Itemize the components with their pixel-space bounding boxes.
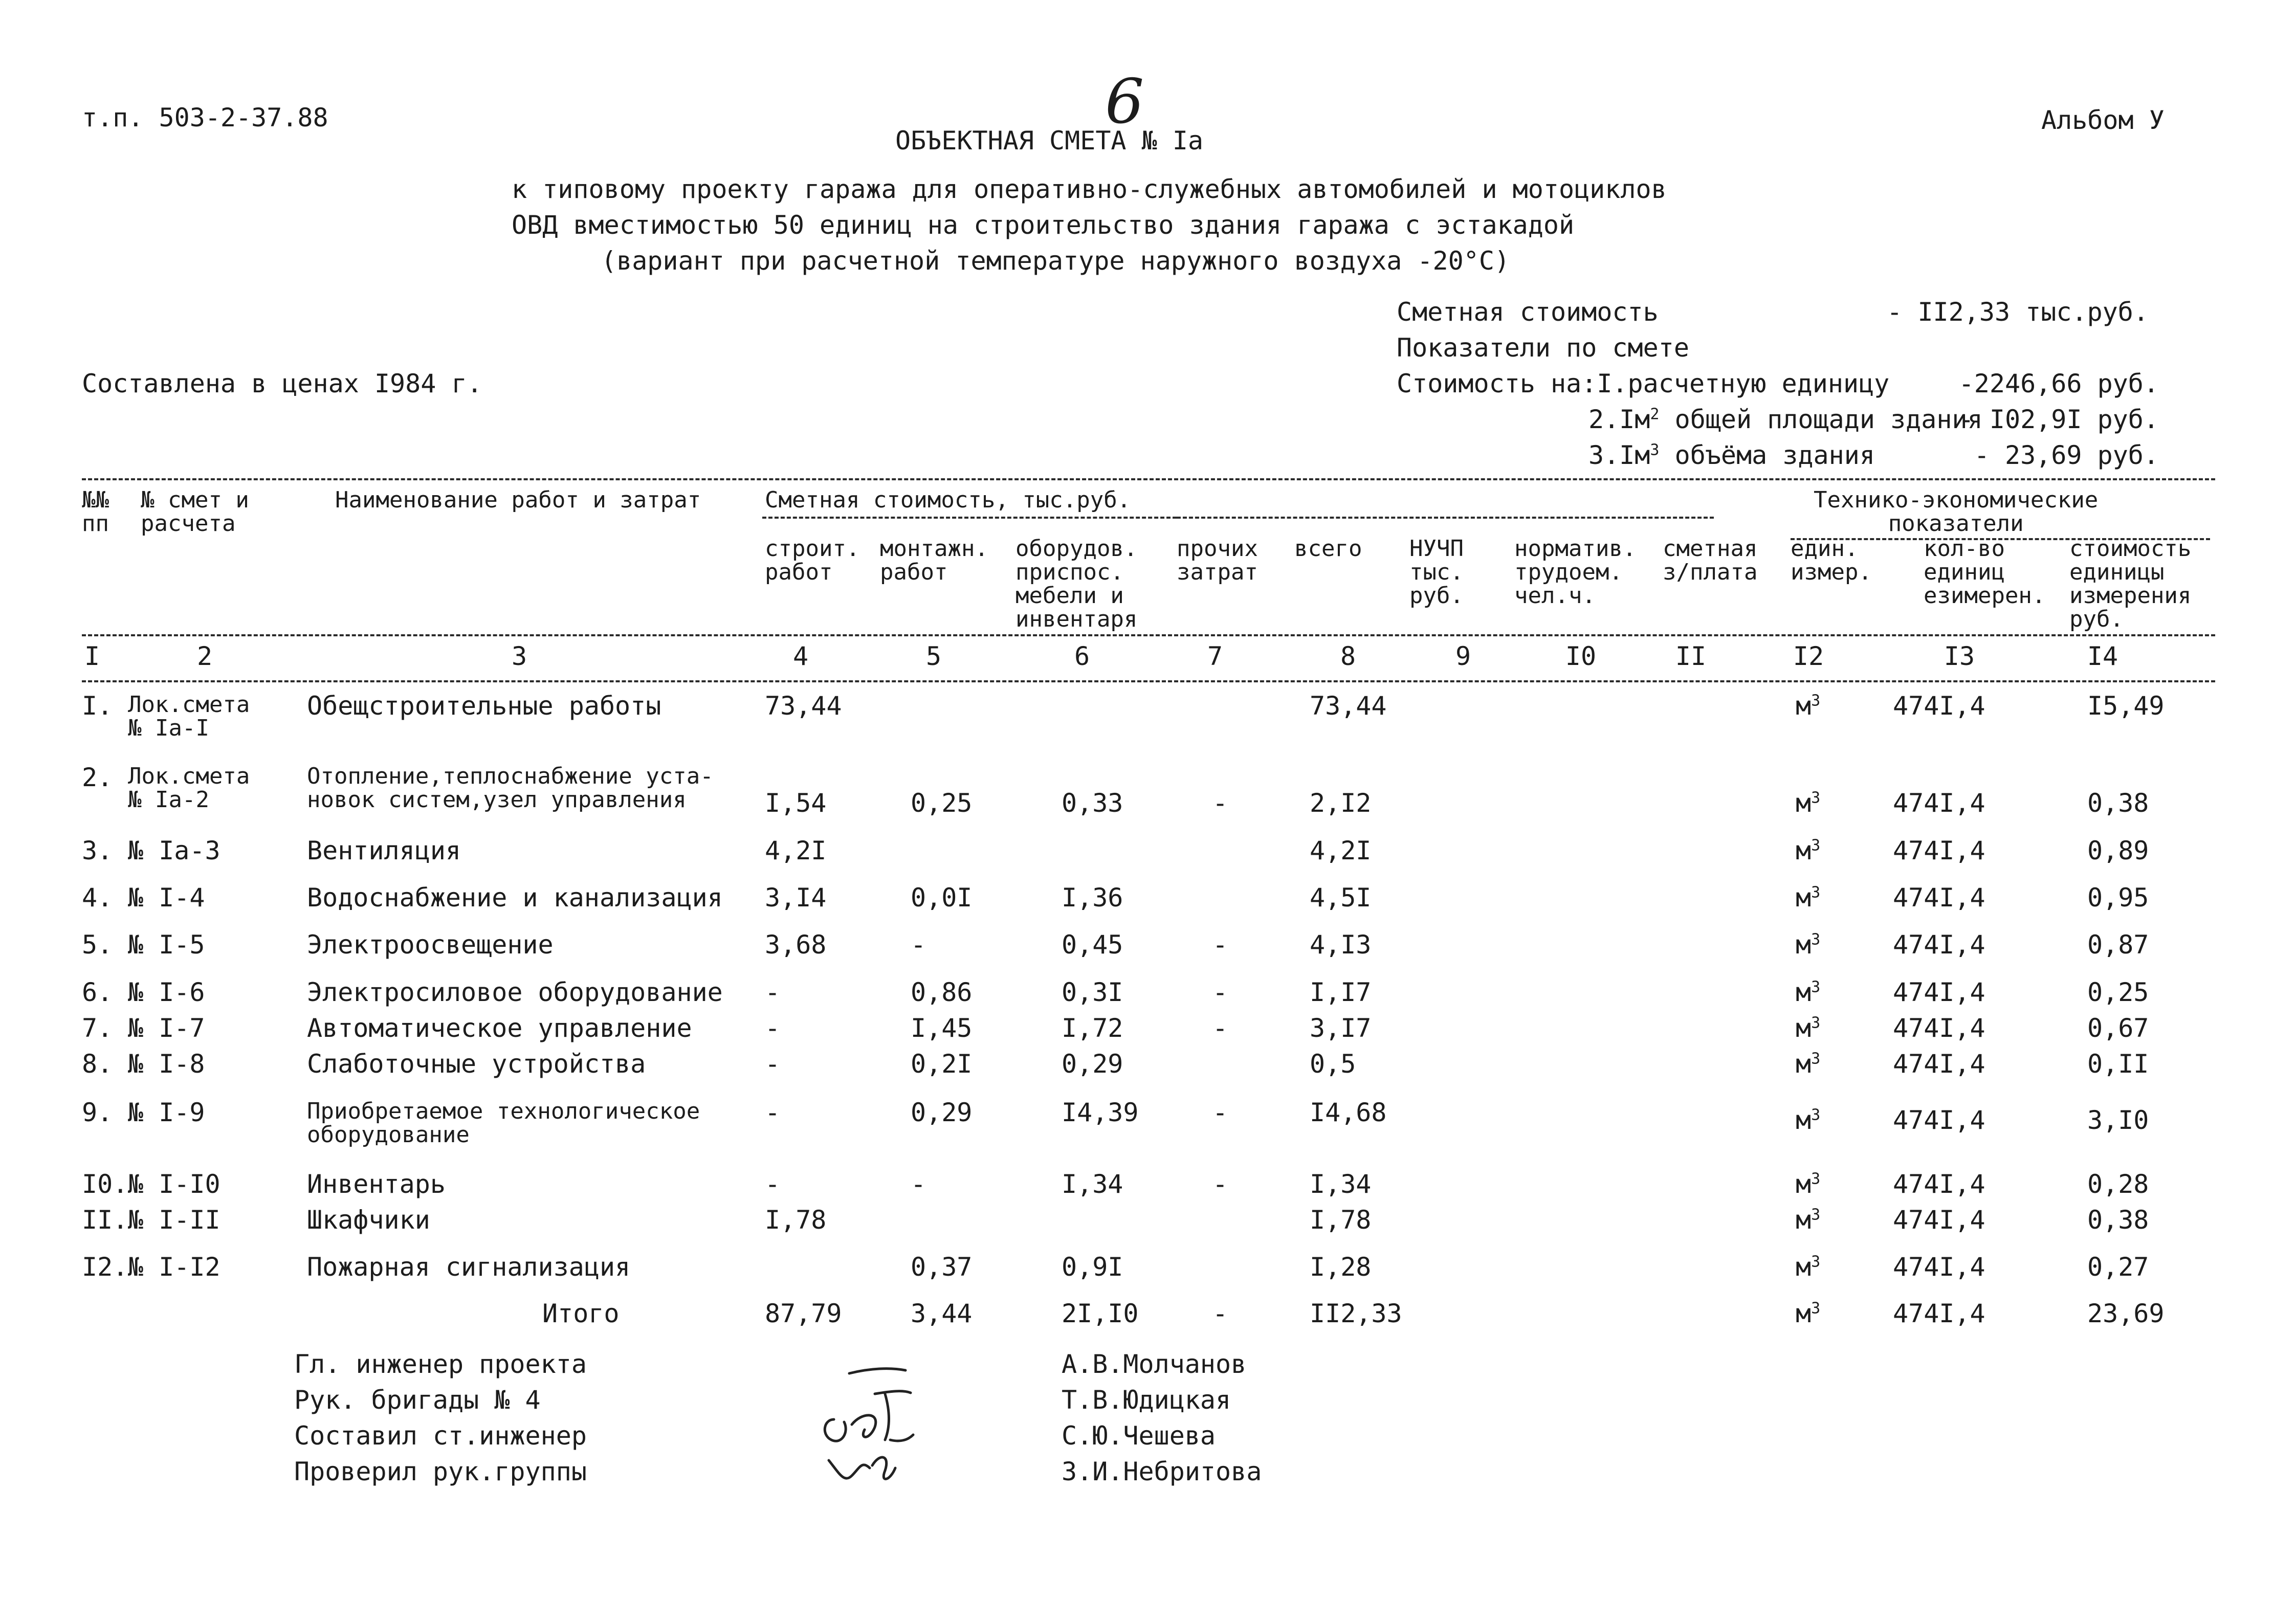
signature-role: Составил ст.инженер xyxy=(294,1421,587,1451)
row-construction: 4,2I xyxy=(765,836,827,865)
row-total: I4,68 xyxy=(1310,1098,1387,1127)
row-construction: - xyxy=(765,977,781,1007)
per-unit-value: -2246,66 руб. xyxy=(1958,369,2159,398)
row-unit: $м^3$ xyxy=(1796,788,1821,818)
header-name: Наименование работ и затрат xyxy=(335,487,701,513)
row-name: Слаботочные устройства xyxy=(307,1049,646,1079)
totals-equipment: 2I,I0 xyxy=(1062,1299,1139,1328)
row-other: - xyxy=(1212,1169,1228,1199)
row-construction: - xyxy=(765,1049,781,1079)
col-number: I2 xyxy=(1793,641,1824,671)
row-qty: 474I,4 xyxy=(1893,1049,1985,1079)
col-number: 6 xyxy=(1074,641,1090,671)
table-top-rule xyxy=(82,478,2215,480)
row-estimate: № I-7 xyxy=(128,1013,205,1043)
row-name: Пожарная сигнализация xyxy=(307,1252,631,1282)
col-number: I0 xyxy=(1565,641,1597,671)
header-num: №№ пп xyxy=(82,487,109,537)
row-estimate: Лок.смета № Iа-I xyxy=(128,692,250,741)
signature-name: Т.В.Юдицкая xyxy=(1062,1385,1231,1415)
col-number: I3 xyxy=(1944,641,1975,671)
header-wages: сметная з/плата xyxy=(1663,536,1758,585)
cost-label: Сметная стоимость xyxy=(1397,297,1659,327)
header-nuchp: НУЧП тыс. руб. xyxy=(1409,536,1464,609)
header-tech-group: Технико-экономические показатели xyxy=(1814,487,2099,537)
row-construction: 3,I4 xyxy=(765,883,827,913)
row-total: I,78 xyxy=(1310,1205,1372,1235)
row-num: 4. xyxy=(82,883,113,913)
subtitle-line-2: ОВД вместимостью 50 единиц на строительство здания гаража с эстакадой xyxy=(512,210,1575,240)
row-installation: I,45 xyxy=(911,1013,973,1043)
handwritten-signature xyxy=(813,1363,946,1496)
col-number: I xyxy=(84,641,100,671)
row-total: 0,5 xyxy=(1310,1049,1356,1079)
row-name: Обещстроительные работы xyxy=(307,691,661,721)
totals-other: - xyxy=(1212,1299,1228,1328)
row-installation: - xyxy=(911,1169,926,1199)
col-number: 9 xyxy=(1455,641,1471,671)
signature-name: А.В.Молчанов xyxy=(1062,1349,1247,1379)
row-total: 4,I3 xyxy=(1310,930,1372,960)
row-name: Вентиляция xyxy=(307,836,461,865)
row-num: I0. xyxy=(82,1169,128,1199)
row-construction: - xyxy=(765,1098,781,1127)
document-reference: т.п. 503-2-37.88 xyxy=(82,103,328,132)
row-construction: I,54 xyxy=(765,788,827,818)
row-unit-cost: 0,25 xyxy=(2087,977,2149,1007)
row-qty: 474I,4 xyxy=(1893,788,1985,818)
row-qty: 474I,4 xyxy=(1893,1169,1985,1199)
col-number: II xyxy=(1675,641,1707,671)
row-equipment: 0,3I xyxy=(1062,977,1123,1007)
col-number: 4 xyxy=(792,641,809,671)
totals-label: Итого xyxy=(542,1299,620,1328)
row-num: 7. xyxy=(82,1013,113,1043)
row-name: Шкафчики xyxy=(307,1205,430,1235)
column-numbers-top-rule xyxy=(82,634,2215,636)
row-qty: 474I,4 xyxy=(1893,1205,1985,1235)
volume-label: $3.Iм^3$ объёма здания xyxy=(1588,440,1875,470)
header-construction: строит. работ xyxy=(765,536,860,585)
row-total: I,28 xyxy=(1310,1252,1372,1282)
col-number: 8 xyxy=(1340,641,1356,671)
row-construction: I,78 xyxy=(765,1205,827,1235)
row-estimate: № I-8 xyxy=(128,1049,205,1079)
row-construction: - xyxy=(765,1013,781,1043)
row-qty: 474I,4 xyxy=(1893,1105,1985,1135)
totals-unit-cost: 23,69 xyxy=(2087,1299,2165,1328)
row-num: 2. xyxy=(82,763,113,792)
row-name: Отопление,теплоснабжение уста- новок систем,узел управления xyxy=(307,763,714,813)
row-equipment: 0,9I xyxy=(1062,1252,1123,1282)
row-unit: $м^3$ xyxy=(1796,1205,1821,1235)
subtitle-line-1: к типовому проекту гаража для оперативно-служебных автомобилей и мотоциклов xyxy=(512,174,1667,204)
row-unit-cost: 0,27 xyxy=(2087,1252,2149,1282)
row-total: I,I7 xyxy=(1310,977,1372,1007)
signature-role: Проверил рук.группы xyxy=(294,1457,587,1486)
col-number: 2 xyxy=(196,641,213,671)
row-estimate: № I-5 xyxy=(128,930,205,960)
row-total: 4,5I xyxy=(1310,883,1372,913)
row-total: 4,2I xyxy=(1310,836,1372,865)
row-other: - xyxy=(1212,977,1228,1007)
row-qty: 474I,4 xyxy=(1893,977,1985,1007)
row-installation: 0,86 xyxy=(911,977,973,1007)
row-qty: 474I,4 xyxy=(1893,930,1985,960)
album-label: Альбом У xyxy=(2041,105,2165,135)
area-value: - I02,9I руб. xyxy=(1958,405,2159,434)
signature-name: З.И.Небритова xyxy=(1062,1457,1262,1486)
row-unit-cost: 0,95 xyxy=(2087,883,2149,913)
row-construction: 3,68 xyxy=(765,930,827,960)
row-installation: 0,25 xyxy=(911,788,973,818)
cost-group-rule xyxy=(762,517,1177,519)
row-unit-cost: 0,89 xyxy=(2087,836,2149,865)
header-cost-group: Сметная стоимость, тыс.руб. xyxy=(765,487,1131,513)
header-qty: кол-во единиц езимерен. xyxy=(1924,536,2046,609)
page-number: 6 xyxy=(1105,66,1144,138)
row-estimate: № I-9 xyxy=(128,1098,205,1127)
row-unit-cost: 0,67 xyxy=(2087,1013,2149,1043)
row-estimate: № I-I0 xyxy=(128,1169,220,1199)
row-equipment: 0,29 xyxy=(1062,1049,1123,1079)
row-equipment: I,34 xyxy=(1062,1169,1123,1199)
row-construction: 73,44 xyxy=(765,691,842,721)
row-name: Водоснабжение и канализация xyxy=(307,883,723,913)
row-other: - xyxy=(1212,1098,1228,1127)
row-total: 3,I7 xyxy=(1310,1013,1372,1043)
row-name: Инвентарь xyxy=(307,1169,446,1199)
row-unit-cost: 0,87 xyxy=(2087,930,2149,960)
subtitle-line-3: (вариант при расчетной температуре наружного воздуха -20°С) xyxy=(601,246,1510,276)
row-estimate: № Iа-3 xyxy=(128,836,220,865)
row-unit-cost: 0,28 xyxy=(2087,1169,2149,1199)
prices-year: Составлена в ценах I984 г. xyxy=(82,369,482,398)
row-estimate: № I-II xyxy=(128,1205,220,1235)
totals-unit: $м^3$ xyxy=(1796,1299,1821,1328)
row-construction: - xyxy=(765,1169,781,1199)
row-name: Электросиловое оборудование xyxy=(307,977,723,1007)
header-unit-cost: стоимость единицы измерения руб. xyxy=(2069,536,2192,632)
signature-role: Рук. бригады № 4 xyxy=(294,1385,541,1415)
row-equipment: 0,45 xyxy=(1062,930,1123,960)
row-total: I,34 xyxy=(1310,1169,1372,1199)
row-installation: 0,0I xyxy=(911,883,973,913)
row-name: Электроосвещение xyxy=(307,930,554,960)
row-qty: 474I,4 xyxy=(1893,1252,1985,1282)
row-unit: $м^3$ xyxy=(1796,836,1821,865)
row-num: 3. xyxy=(82,836,113,865)
header-labor: норматив. трудоем. чел.ч. xyxy=(1514,536,1637,609)
header-estimate: № смет и расчета xyxy=(141,487,249,537)
row-num: I2. xyxy=(82,1252,128,1282)
row-total: 73,44 xyxy=(1310,691,1387,721)
header-equipment: оборудов. приспос. мебели и инвентаря xyxy=(1015,536,1138,632)
row-num: II. xyxy=(82,1205,128,1235)
row-qty: 474I,4 xyxy=(1893,836,1985,865)
row-installation: 0,37 xyxy=(911,1252,973,1282)
col-number: 7 xyxy=(1207,641,1223,671)
signature-role: Гл. инженер проекта xyxy=(294,1349,587,1379)
row-other: - xyxy=(1212,788,1228,818)
row-equipment: I,36 xyxy=(1062,883,1123,913)
row-num: 8. xyxy=(82,1049,113,1079)
row-unit-cost: 0,38 xyxy=(2087,788,2149,818)
row-other: - xyxy=(1212,1013,1228,1043)
row-unit: $м^3$ xyxy=(1796,977,1821,1007)
row-qty: 474I,4 xyxy=(1893,883,1985,913)
row-unit: $м^3$ xyxy=(1796,883,1821,913)
row-installation: 0,2I xyxy=(911,1049,973,1079)
row-estimate: Лок.смета № Iа-2 xyxy=(128,763,250,813)
row-qty: 474I,4 xyxy=(1893,1013,1985,1043)
totals-installation: 3,44 xyxy=(911,1299,973,1328)
col-number: 5 xyxy=(925,641,942,671)
row-unit: $м^3$ xyxy=(1796,691,1821,721)
row-unit: $м^3$ xyxy=(1796,930,1821,960)
col-number: 3 xyxy=(511,641,527,671)
cost-value: - II2,33 тыс.руб. xyxy=(1887,297,2149,327)
row-unit-cost: 3,I0 xyxy=(2087,1105,2149,1135)
row-name: Автоматическое управление xyxy=(307,1013,692,1043)
row-name: Приобретаемое технологическое оборудование xyxy=(307,1098,700,1148)
totals-total: II2,33 xyxy=(1310,1299,1402,1328)
volume-value: - 23,69 руб. xyxy=(1974,440,2159,470)
signature-name: С.Ю.Чешева xyxy=(1062,1421,1216,1451)
row-unit-cost: 0,38 xyxy=(2087,1205,2149,1235)
row-unit: $м^3$ xyxy=(1796,1013,1821,1043)
per-unit-label: Стоимость на:I.расчетную единицу xyxy=(1397,369,1890,398)
col-number: I4 xyxy=(2087,641,2118,671)
row-installation: 0,29 xyxy=(911,1098,973,1127)
row-equipment: I4,39 xyxy=(1062,1098,1139,1127)
row-equipment: 0,33 xyxy=(1062,788,1123,818)
row-qty: 474I,4 xyxy=(1893,691,1985,721)
row-num: 6. xyxy=(82,977,113,1007)
header-total: всего xyxy=(1294,536,1362,562)
row-unit-cost: I5,49 xyxy=(2087,691,2165,721)
header-unit: един. измер. xyxy=(1791,536,1872,585)
row-unit: $м^3$ xyxy=(1796,1049,1821,1079)
row-estimate: № I-6 xyxy=(128,977,205,1007)
row-unit: $м^3$ xyxy=(1796,1169,1821,1199)
row-estimate: № I-4 xyxy=(128,883,205,913)
totals-qty: 474I,4 xyxy=(1893,1299,1985,1328)
document-title: ОБЪЕКТНАЯ СМЕТА № Iа xyxy=(895,126,1204,155)
row-unit-cost: 0,II xyxy=(2087,1049,2149,1079)
indicators-label: Показатели по смете xyxy=(1397,333,1689,363)
header-other: прочих затрат xyxy=(1177,536,1258,585)
column-numbers-bottom-rule xyxy=(82,680,2215,682)
row-installation: - xyxy=(911,930,926,960)
row-num: 9. xyxy=(82,1098,113,1127)
row-num: 5. xyxy=(82,930,113,960)
row-estimate: № I-I2 xyxy=(128,1252,220,1282)
row-other: - xyxy=(1212,930,1228,960)
row-total: 2,I2 xyxy=(1310,788,1372,818)
totals-construction: 87,79 xyxy=(765,1299,842,1328)
header-installation: монтажн. работ xyxy=(880,536,988,585)
row-unit: $м^3$ xyxy=(1796,1105,1821,1135)
row-unit: $м^3$ xyxy=(1796,1252,1821,1282)
area-label: $2.Iм^2$ общей площади здания xyxy=(1588,405,1983,434)
row-num: I. xyxy=(82,691,113,721)
row-equipment: I,72 xyxy=(1062,1013,1123,1043)
mid-header-rule xyxy=(1177,517,1714,519)
